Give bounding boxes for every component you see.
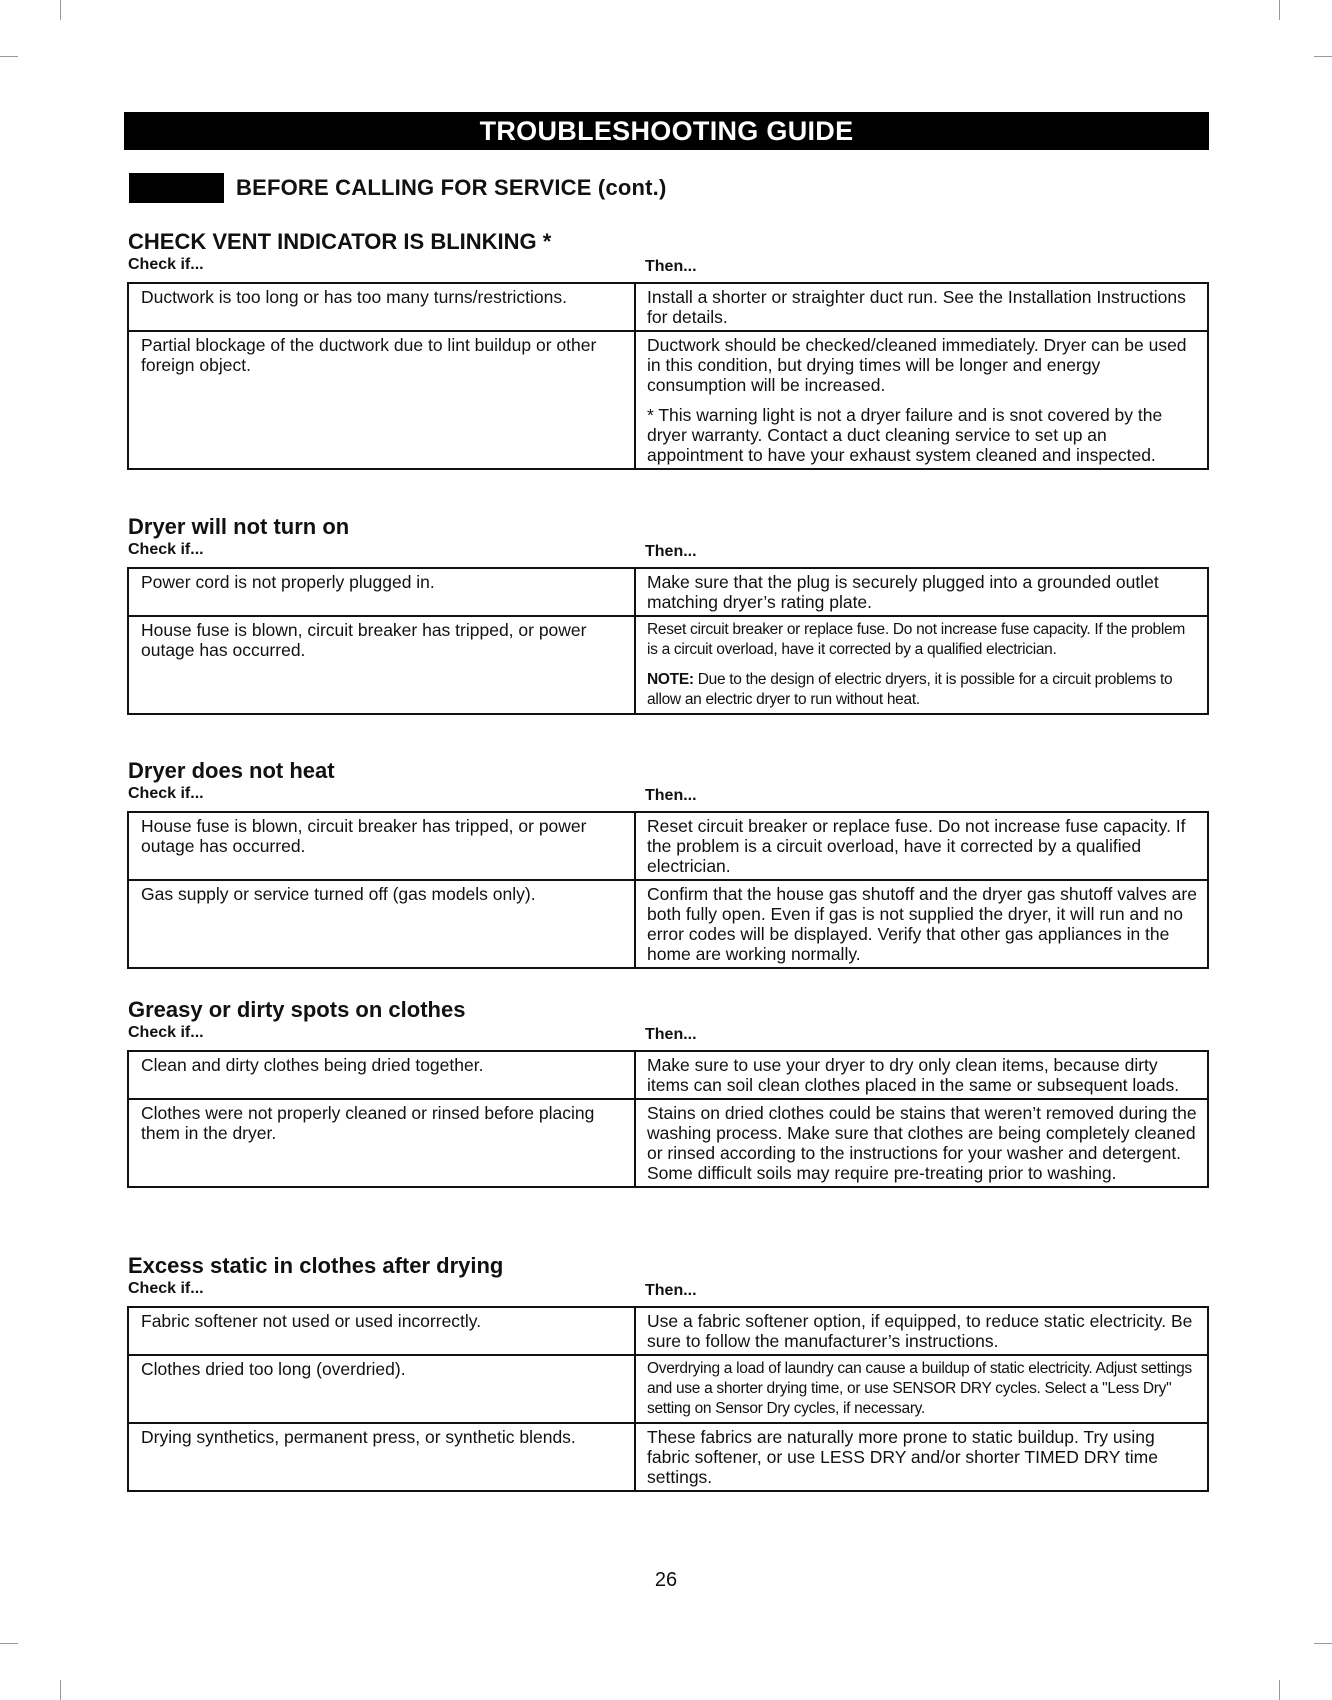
section-title: Dryer does not heat [128,758,335,783]
crop-mark [60,1680,61,1700]
then-cell: These fabrics are naturally more prone to static buildup. Try using fabric softener, or use LESS DRY and/or shorter TIMED DRY time settings. [635,1423,1208,1491]
table-row [128,1307,1208,1355]
check-cell: Power cord is not properly plugged in. [128,568,635,616]
then-label: Then... [645,787,697,804]
check-cell: House fuse is blown, circuit breaker has tripped, or power outage has occurred. [128,812,635,880]
check-if-label: Check if... [128,541,204,558]
column-headers [127,541,1209,561]
then-cell: Install a shorter or straighter duct run. See the Installation Instructions for details. [635,283,1208,331]
check-if-label: Check if... [128,256,204,273]
check-cell: Drying synthetics, permanent press, or synthetic blends. [128,1423,635,1491]
then-label: Then... [645,1282,697,1299]
page-number: 26 [654,1569,678,1591]
column-headers [127,1024,1209,1044]
section-will-not-turn-on [127,513,1209,715]
section-title: CHECK VENT INDICATOR IS BLINKING * [128,229,552,254]
crop-mark [1279,0,1280,20]
then-cell: Stains on dried clothes could be stains that weren’t removed during the washing process. Make sure that clothes are being completely cleaned or rinsed according to the instructions for your washer and detergent. Some difficult soils may require pre-treating prior to washing. [635,1099,1208,1187]
table-row [128,616,1208,714]
check-if-label: Check if... [128,785,204,802]
check-cell: Ductwork is too long or has too many turns/restrictions. [128,283,635,331]
crop-mark [1279,1680,1280,1700]
crop-mark [0,56,18,57]
table-row [128,812,1208,880]
section-greasy-spots [127,996,1209,1188]
table-row [128,880,1208,968]
then-label: Then... [645,258,697,275]
crop-mark [1314,56,1332,57]
subheading-text: BEFORE CALLING FOR SERVICE (cont.) [236,175,667,200]
check-cell: Fabric softener not used or used incorrectly. [128,1307,635,1355]
column-headers [127,785,1209,805]
table-row [128,331,1208,469]
check-cell: Clean and dirty clothes being dried together. [128,1051,635,1099]
troubleshoot-table [127,567,1209,715]
then-cell: Ductwork should be checked/cleaned immediately. Dryer can be used in this condition, but drying times will be longer and energy consumption will be increased. * This warning light is not a dryer failure and is snot covered by the dryer warranty. Contact a duct cleaning service to set up an appointment to have your exhaust system cleaned and inspected. [635,331,1208,469]
troubleshoot-table [127,1306,1209,1492]
then-cell: Reset circuit breaker or replace fuse. Do not increase fuse capacity. If the problem is a circuit overload, have it corrected by a qualified electrician. NOTE: Due to the design of electric dryers, it is possible for a circuit problems to allow an electric dryer to run without heat. [635,616,1208,714]
then-cell: Make sure that the plug is securely plugged into a grounded outlet matching dryer’s rating plate. [635,568,1208,616]
troubleshoot-table [127,1050,1209,1188]
column-headers [127,1280,1209,1300]
check-cell: Gas supply or service turned off (gas models only). [128,880,635,968]
section-title: Dryer will not turn on [128,514,350,539]
then-cell: Confirm that the house gas shutoff and the dryer gas shutoff valves are both fully open. Even if gas is not supplied the dryer, it will run and no error codes will be displayed. Verify that other gas appliances in the home are working normally. [635,880,1208,968]
crop-mark [1314,1643,1332,1644]
section-excess-static [127,1252,1209,1492]
then-label: Then... [645,1026,697,1043]
check-if-label: Check if... [128,1280,204,1297]
section-title: Excess static in clothes after drying [128,1253,504,1278]
then-label: Then... [645,543,697,560]
table-row [128,1355,1208,1423]
troubleshoot-table [127,811,1209,969]
section-does-not-heat [127,757,1209,969]
check-cell: Clothes were not properly cleaned or rinsed before placing them in the dryer. [128,1099,635,1187]
page-title: TROUBLESHOOTING GUIDE [124,112,1209,150]
crop-mark [60,0,61,20]
crop-mark [0,1643,18,1644]
note: NOTE: Due to the design of electric dryers, it is possible for a circuit problems to allow an electric dryer to run without heat. [647,671,1173,708]
table-row [128,1051,1208,1099]
then-cell: Use a fabric softener option, if equipped, to reduce static electricity. Be sure to follow the manufacturer’s instructions. [635,1307,1208,1355]
then-cell: Overdrying a load of laundry can cause a buildup of static electricity. Adjust settings and use a shorter drying time, or use SENSOR DRY cycles. Select a "Less Dry" setting on Sensor Dry cycles, if necessary. [635,1355,1208,1423]
troubleshoot-table [127,282,1209,470]
table-row [128,1099,1208,1187]
subheading [129,173,667,203]
check-if-label: Check if... [128,1024,204,1041]
check-cell: Partial blockage of the ductwork due to lint buildup or other foreign object. [128,331,635,469]
check-cell: Clothes dried too long (overdried). [128,1355,635,1423]
column-headers [127,256,1209,276]
table-row [128,568,1208,616]
subheading-bar [129,173,224,203]
table-row [128,283,1208,331]
then-cell: Make sure to use your dryer to dry only clean items, because dirty items can soil clean clothes placed in the same or subsequent loads. [635,1051,1208,1099]
section-check-vent [127,228,1209,470]
table-row [128,1423,1208,1491]
then-cell: Reset circuit breaker or replace fuse. Do not increase fuse capacity. If the problem is a circuit overload, have it corrected by a qualified electrician. [635,812,1208,880]
check-cell: House fuse is blown, circuit breaker has tripped, or power outage has occurred. [128,616,635,714]
section-title: Greasy or dirty spots on clothes [128,997,466,1022]
